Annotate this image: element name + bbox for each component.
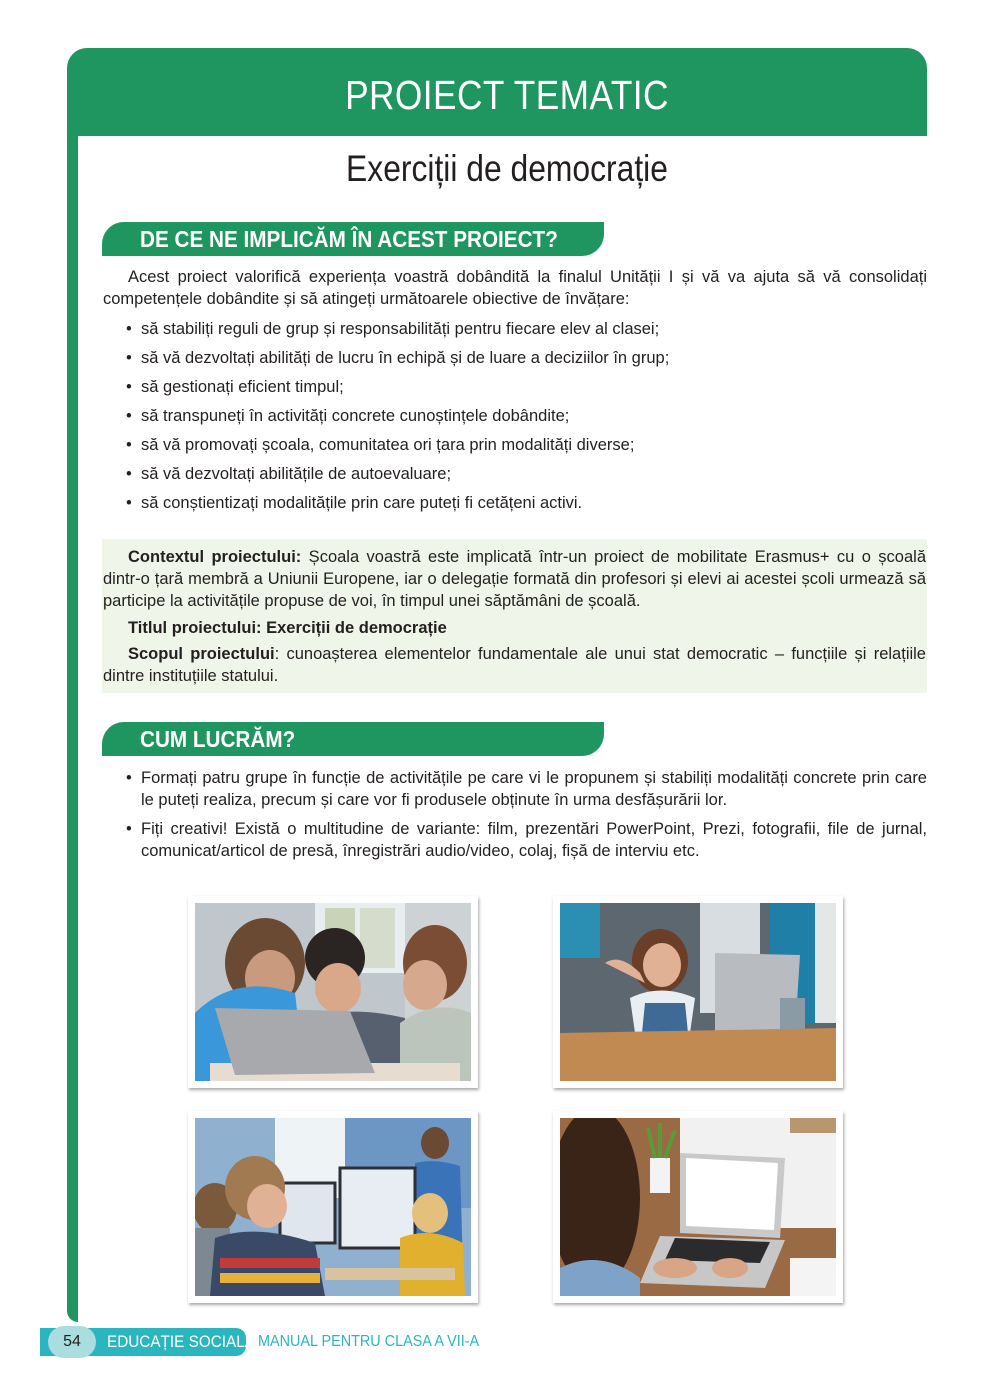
objectives-list (126, 318, 926, 521)
left-frame-strip (67, 100, 78, 1322)
list-item: • să conștientizați modalitățile prin care puteți fi cetățeni activi. (126, 492, 926, 521)
list-item: • să transpuneți în activități concrete cunoștințele dobândite; (126, 405, 926, 434)
how-list (126, 767, 927, 869)
project-title-line: Titlul proiectului: Exerciții de democrație (128, 619, 447, 637)
list-item: • Formați patru grupe în funcție de activitățile pe care vi le propunem și stabiliți modalități concrete prin care le puteți realiza, precum și care vor fi produsele obținute în urma desfășurării lor. (126, 767, 927, 811)
photo-frame (553, 896, 843, 1088)
project-subtitle: Exerciții de democrație (346, 148, 668, 189)
list-item: • Fiți creativi! Există o multitudine de variante: film, prezentări PowerPoint, Prezi, fotografii, file de jurnal, comunicat/articol de presă, înregistrări audio/video, colaj, fișă de interviu etc. (126, 818, 927, 862)
section-heading-how-label: CUM LUCRĂM? (140, 726, 296, 752)
photo-typing-laptop-icon (560, 1118, 836, 1296)
list-item: • să gestionați eficient timpul; (126, 376, 926, 405)
footer-manual-title: MANUAL PENTRU CLASA A VII-A (258, 1333, 480, 1350)
section-heading-why-label: DE CE NE IMPLICĂM ÎN ACEST PROIECT? (140, 226, 558, 252)
context-label: Contextul proiectului: (128, 548, 302, 566)
list-item: • să vă dezvoltați abilitățile de autoevaluare; (126, 463, 926, 492)
page-number: 54 (48, 1326, 96, 1358)
scope-paragraph (102, 643, 927, 687)
photo-classroom-computers-icon (195, 1118, 471, 1296)
context-text: Școala voastră este implicată într-un proiect de mobilitate Erasmus+ cu o școală dintr-o țară membră a Uniunii Europene, iar o delegație formată din profesori și elevi ai acestei școli urmează să participe la activitățile propuse de voi, în timpul unei săptămâni de școală. (103, 548, 926, 610)
section-heading-how (102, 722, 604, 756)
section-heading-why (102, 222, 604, 256)
context-paragraph (102, 546, 927, 612)
photo-frame (188, 896, 478, 1088)
context-box (102, 539, 927, 693)
footer-subject: EDUCAȚIE SOCIALĂ (107, 1332, 255, 1351)
scope-label: Scopul proiectului (128, 645, 275, 663)
scope-text: : cunoașterea elementelor fundamentale ale unui stat democratic – funcțiile și relațiile dintre instituțiile statului. (103, 645, 926, 685)
page-title: PROIECT TEMATIC (345, 72, 669, 118)
photo-girl-laptop-icon (560, 903, 836, 1081)
list-item: • să vă promovați școala, comunitatea ori țara prin modalități diverse; (126, 434, 926, 463)
photo-children-laptop-icon (195, 903, 471, 1081)
photo-frame (553, 1111, 843, 1303)
photo-frame (188, 1111, 478, 1303)
list-item: • să stabiliți reguli de grup și responsabilități pentru fiecare elev al clasei; (126, 318, 926, 347)
intro-paragraph: Acest proiect valorifică experiența voastră dobândită la finalul Unității I și vă va ajuta să vă consolidați competențele dobândite și să atingeți următoarele obiective de învățare: (103, 268, 927, 308)
list-item: • să vă dezvoltați abilități de lucru în echipă și de luare a deciziilor în grup; (126, 347, 926, 376)
